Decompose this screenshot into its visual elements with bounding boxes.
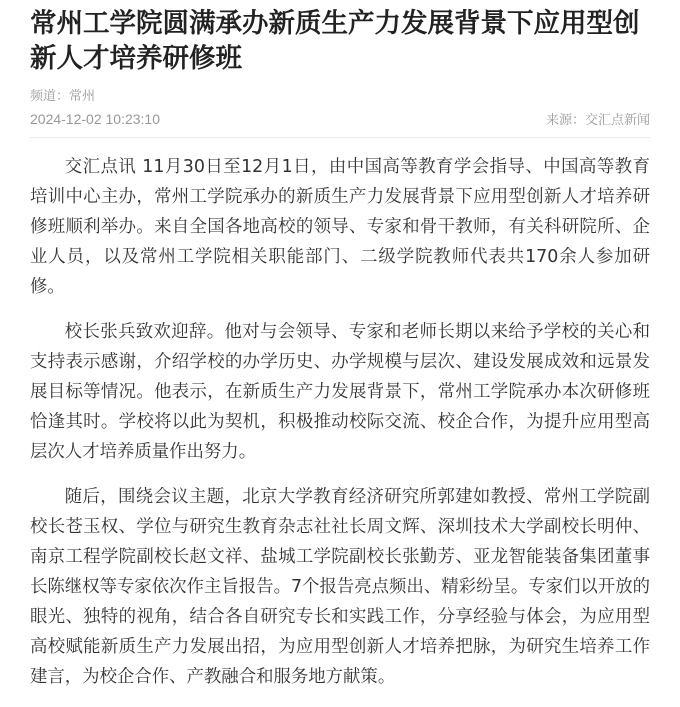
paragraph: 校长张兵致欢迎辞。他对与会领导、专家和老师长期以来给予学校的关心和支持表示感谢，介绍学校的办学历史、办学规模与层次、建设发展成效和远景发展目标等情况。他表示，在新质生产力发展背景下，常州工学院承办本次研修班恰逢其时。学校将以此为契机，积极推动校际交流、校企合作，为提升应用型高层次人才培养质量作出努力。 <box>30 322 650 462</box>
article-body <box>30 152 650 692</box>
source-label: 来源：交汇点新闻 <box>545 113 650 128</box>
article-title: 常州工学院圆满承办新质生产力发展背景下应用型创新人才培养研修班 <box>30 8 640 74</box>
publish-time: 2024-12-02 10:23:10 <box>30 111 160 127</box>
paragraph: 交汇点讯 11月30日至12月1日，由中国高等教育学会指导、中国高等教育培训中心主办，常州工学院承办的新质生产力发展背景下应用型创新人才培养研修班顺利举办。来自全国各地高校的领导、专家和骨干教师，有关科研院所、企业人员，以及常州工学院相关职能部门、二级学院教师代表共170余人参加研修。 <box>30 157 650 297</box>
meta-divider <box>30 137 650 138</box>
article <box>30 0 650 707</box>
paragraph: 随后，围绕会议主题，北京大学教育经济研究所郭建如教授、常州工学院副校长苍玉权、学位与研究生教育杂志社社长周文辉、深圳技术大学副校长明仲、南京工程学院副校长赵文祥、盐城工学院副校长张勤芳、亚龙智能装备集团董事长陈继权等专家依次作主旨报告。7个报告亮点频出、精彩纷呈。专家们以开放的眼光、独特的视角，结合各自研究专长和实践工作，分享经验与体会，为应用型高校赋能新质生产力发展出招，为应用型创新人才培养把脉，为研究生培养工作建言，为校企合作、产教融合和服务地方献策。 <box>30 487 650 687</box>
article-meta <box>30 87 650 133</box>
channel-label: 频道：常州 <box>30 89 96 104</box>
